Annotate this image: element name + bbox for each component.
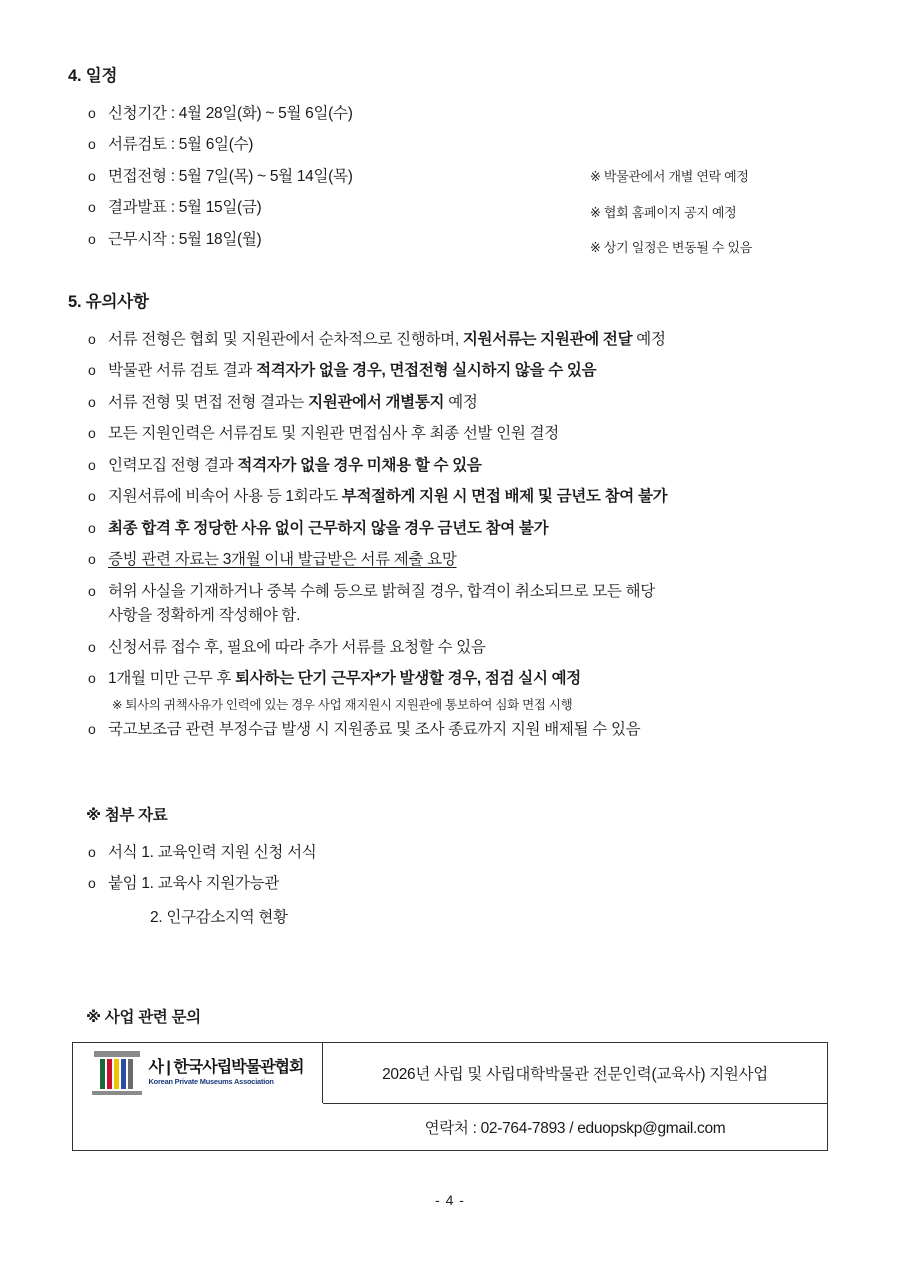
notice-item [86,423,900,445]
notice-text: 서류 전형은 협회 및 지원관에서 순차적으로 진행하며, [108,331,463,348]
schedule-item-work-start [86,229,900,251]
notice-item [86,518,900,540]
schedule-item-text: 결과발표 : 5월 15일(금) [108,199,262,217]
attachment-text: 서식 1. 교육인력 지원 신청 서식 [108,844,317,861]
contact-table [72,1042,828,1151]
notice-item [86,329,900,351]
schedule-item-document-review [86,134,900,156]
section-attachments [0,803,900,927]
section-schedule [0,62,900,255]
notice-text: 서류 전형 및 면접 전형 결과는 [108,393,309,411]
schedule-item-text: 면접전형 : 5월 7일(목) ~ 5월 14일(목) [108,167,353,185]
notice-item [86,581,900,603]
notice-text: 박물관 서류 검토 결과 [108,362,257,380]
notice-text-bold: 지원서류는 지원관에 전달 [462,331,633,348]
logo-main-text: 사 | 한국사립박물관협회 [148,1058,304,1076]
notice-text-bold: 적격자가 없을 경우, 면접전형 실시하지 않을 수 있음 [256,362,597,380]
notice-text: 허위 사실을 기재하거나 중복 수혜 등으로 밝혀질 경우, 합격이 취소되므로 모든 해당 [108,582,655,600]
schedule-item-text: 신청기간 : 4월 28일(화) ~ 5월 6일(수) [108,105,353,122]
page-number: - 4 - [435,1192,465,1208]
schedule-item-result-announcement [86,197,900,219]
contact-row-phone [73,1104,827,1150]
notice-text: 인력모집 전형 결과 [108,456,238,474]
notice-text: 모든 지원인력은 서류검토 및 지원관 면접심사 후 최종 선발 인원 결정 [108,425,559,443]
notice-text-bold: 최종 합격 후 정당한 사유 없이 근무하지 않을 경우 금년도 참여 불가 [108,519,549,537]
notice-subnote: ※ 퇴사의 귀책사유가 인력에 있는 경우 사업 재지원시 지원관에 통보하여 심화 면접 시행 [112,697,573,712]
notice-text: 예정 [632,331,666,348]
notice-item-continuation: 사항을 정확하게 작성해야 함. [108,607,301,625]
notice-text: 예정 [444,393,478,411]
section-inquiry [0,1005,900,1027]
notice-text-bold: 지원관에서 개별통지 [308,393,445,411]
notice-text-bold: 부적절하게 지원 시 면접 배제 및 금년도 참여 불가 [341,488,668,506]
inquiry-title: ※ 사업 관련 문의 [86,1009,201,1026]
attachment-item-annex [86,873,900,895]
museum-building-icon [92,1051,142,1095]
section-notices [0,288,900,741]
notice-item [86,637,900,659]
contact-spacer [73,1104,323,1150]
notice-item [86,719,900,741]
attachment-subitem: 2. 인구감소지역 현황 [150,908,288,926]
notice-text-bold: 적격자가 없을 경우 미채용 할 수 있음 [237,456,482,474]
schedule-item-interview [86,166,900,188]
schedule-note-workstart: ※ 상기 일정은 변동될 수 있음 [590,240,752,255]
notice-item [86,360,900,382]
section-schedule-title: 4. 일정 [68,67,118,85]
schedule-note-result: ※ 협회 홈페이지 공지 예정 [590,205,737,220]
association-logo [73,1043,323,1103]
notice-item-underlined [86,549,900,571]
program-title-cell: 2026년 사립 및 사립대학박물관 전문인력(교육사) 지원사업 [382,1066,768,1083]
notice-item [86,455,900,477]
logo-color-bars [98,1059,135,1089]
logo-sub-text: Korean Private Museums Association [148,1077,274,1087]
notice-text: 증빙 관련 자료는 3개월 이내 발급받은 서류 제출 요망 [108,551,457,569]
schedule-item-text: 서류검토 : 5월 6일(수) [108,136,254,154]
notice-item [86,668,900,690]
notice-text: 신청서류 접수 후, 필요에 따라 추가 서류를 요청할 수 있음 [108,638,486,656]
notice-text-bold: 퇴사하는 단기 근무자*가 발생할 경우, 점검 실시 예정 [235,670,581,688]
contact-info-cell: 연락처 : 02-764-7893 / eduopskp@gmail.com [424,1120,726,1137]
attachment-item-form [86,842,900,864]
schedule-note-interview: ※ 박물관에서 개별 연락 예정 [590,169,749,184]
notice-text: 국고보조금 관련 부정수급 발생 시 지원종료 및 조사 종료까지 지원 배제될 수 있음 [108,720,641,738]
schedule-item-application-period [86,103,900,125]
notice-text: 지원서류에 비속어 사용 등 1회라도 [108,488,342,506]
notice-item [86,486,900,508]
schedule-item-text: 근무시작 : 5월 18일(월) [108,230,262,248]
section-notices-title: 5. 유의사항 [68,293,149,311]
contact-row-program [73,1043,827,1103]
attachments-title: ※ 첨부 자료 [86,807,168,824]
attachment-text: 붙임 1. 교육사 지원가능관 [108,875,280,893]
notice-item [86,392,900,414]
notice-text: 1개월 미만 근무 후 [108,670,236,688]
